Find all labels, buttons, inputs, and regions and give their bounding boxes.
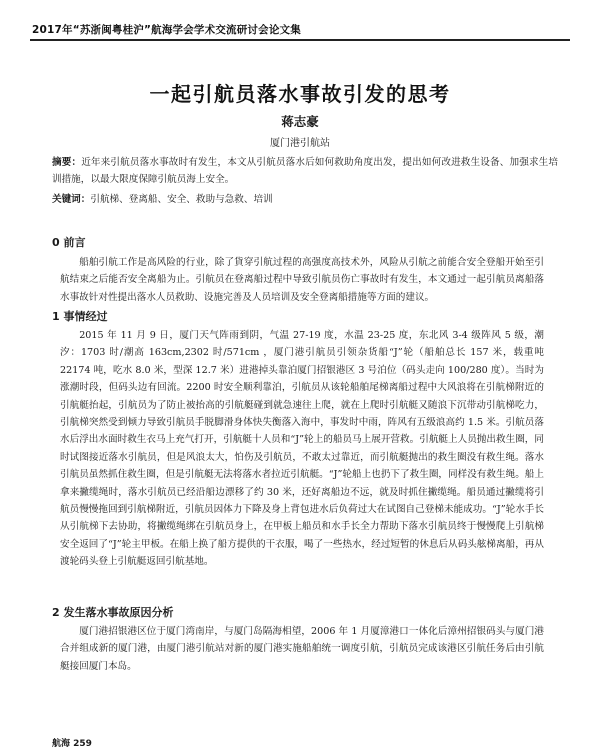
author-name: 蒋志豪	[281, 114, 319, 129]
author-affiliation: 厦门港引航站	[270, 138, 330, 149]
keywords-text: 引航梯、登离船、安全、救助与急救、培训	[90, 194, 273, 205]
abstract-text: 近年来引航员落水事故时有发生，本文从引航员落水后如何救助角度出发，提出如何改进救生设备、加强求生培训措施，以最大限度保障引航员海上安全。	[52, 157, 559, 185]
running-header: 2017年“苏浙闽粤桂沪”航海学会学术交流研讨会论文集	[32, 24, 301, 36]
section-paragraph-preface: 船舶引航工作是高风险的行业，除了貨穿引航过程的高强度高技术外，风险从引航之前能合安全登船开始至引航结束之后能否安全离船为止。引航员在登离船过程中导致引航员伤亡事故时有发生，本文通过一起引航员离船落水事故针对性提出落水人员救助、设施完善及人员培训及安全登离船措施等方面的建议。	[60, 257, 544, 303]
page-footer: 航海 259	[52, 739, 92, 749]
section-paragraph-incident: 2015 年 11 月 9 日，厦门天气阵雨到阴，气温 27-19 度，水温 23-25 度，东北风 3-4 级阵风 5 级，潮汐：1703 时/潮高 163cm,2302 时/571cm ，厦门港引航员引领杂货船“J”轮（船舶总长 157 米，载重吨 22174 吨，吃水 8.0 米，型深 12.7 米）进港掉头靠泊厦门招银港区 3 号泊位（码头走向 100/280 度）。当时为涨潮时段，但码头边有回流。2200 时安全顺利靠泊，引航员从该轮船舶尾梯离船过程中大风浪将在引航梯附近的引航艇抬起，引航员为了防止被抬高的引航艇碰到就急速往上爬，就在上爬时引航艇又随浪下沉带动引航梯吃力，引航梯突然受到倾力导致引航员手脱脚滑身体快失衡落入海中，事发时中雨，阵风有五级浪高约 1.5 米。引航员落水后浮出水面时救生衣马上充气打开，引航艇十人员和“J”轮上的船员马上展开营救。引航艇上人员抛出救生圈，同时试图接近落水引航员，但是风浪太大，怕伤及引航员，不敢太过靠近，而引航艇抛出的救生圈没有救生绳。落水引航员虽然抓住救生圈，但是引航艇无法将落水者拉近引航艇。“J”轮船上也扔下了救生圈，同样没有救生绳。船上拿来撇缆绳时，落水引航员已经沿船边漂移了约 30 米，还好离船边不远，就及时抓住撇缆绳。船员通过撇缆将引航员慢慢拖回到引航梯附近，引航员因体力下降及身上背包进水后负荷过大在试图自己登梯未能成功。“J”轮水手长从引航梯下去协助，将撇缆绳绑在引航员身上，在甲板上船员和水手长全力帮助下落水引航员终于慢慢爬上引航梯安全返回了“J”轮主甲板。在船上换了船方提供的干衣服，喝了一些热水，经过短暂的休息后从码头舷梯离船，再从渡轮码头登上引航艇返回引航基地。	[60, 330, 544, 568]
section-heading-cause-analysis: 2 发生落水事故原因分析	[52, 606, 174, 619]
keywords	[52, 191, 558, 208]
article-title: 一起引航员落水事故引发的思考	[149, 82, 451, 106]
section-heading-preface: 0 前言	[52, 236, 86, 249]
section-paragraph-cause-analysis: 厦门港招银港区位于厦门湾南岸，与厦门岛隔海相望，2006 年 1 月厦漳港口一体化后漳州招银码头与厦门港合并组成新的厦门港，由厦门港引航站对新的厦门港实施船舶统一调度引航，引航员完成该港区引航任务后由引航艇接回厦门本岛。	[60, 626, 544, 672]
abstract	[52, 154, 558, 188]
section-heading-incident: 1 事情经过	[52, 310, 108, 323]
abstract-label: 摘要：	[52, 157, 82, 168]
header-rule	[30, 39, 570, 41]
keywords-label: 关键词：	[52, 194, 91, 205]
